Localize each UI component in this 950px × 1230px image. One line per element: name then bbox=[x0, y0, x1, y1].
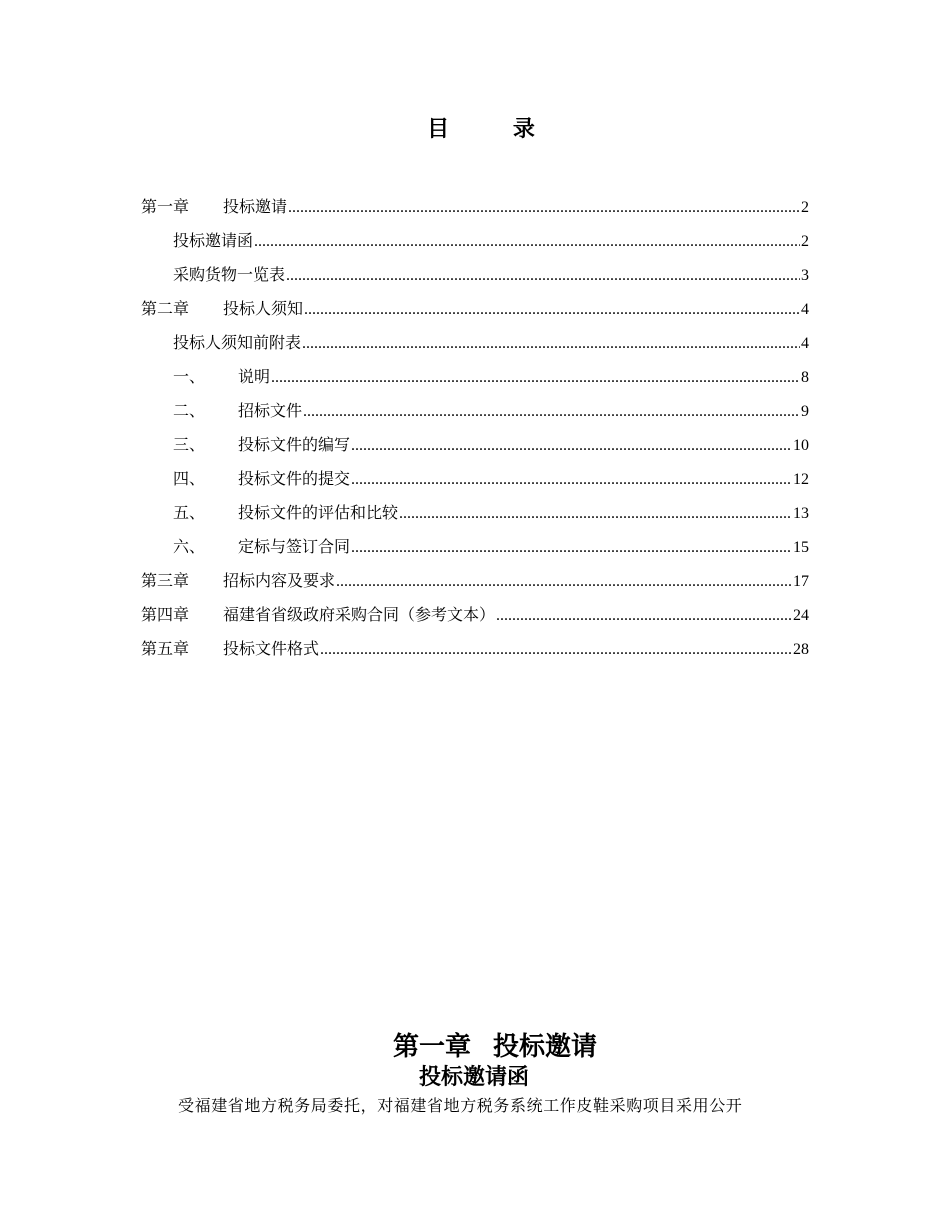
table-of-contents bbox=[141, 193, 809, 669]
body-paragraph: 受福建省地方税务局委托，对福建省地方税务系统工作皮鞋采购项目采用公开 bbox=[178, 1096, 743, 1115]
toc-entry[interactable] bbox=[141, 397, 809, 431]
toc-leader-dots bbox=[271, 364, 800, 392]
toc-entry-text: 投标文件的提交 bbox=[238, 469, 351, 488]
toc-leader-dots bbox=[351, 466, 792, 494]
toc-leader-dots bbox=[399, 500, 792, 528]
toc-entry-number: 三、 bbox=[173, 435, 206, 454]
toc-entry-number: 第一章 bbox=[141, 197, 190, 216]
toc-leader-dots bbox=[304, 296, 800, 324]
toc-entry[interactable] bbox=[141, 227, 809, 261]
toc-entry-page: 3 bbox=[801, 267, 809, 284]
toc-entry[interactable] bbox=[141, 499, 809, 533]
toc-entry[interactable] bbox=[141, 567, 809, 601]
toc-entry[interactable] bbox=[141, 601, 809, 635]
chapter-heading bbox=[0, 1026, 950, 1063]
section-heading: 投标邀请函 bbox=[418, 1064, 529, 1090]
toc-entry[interactable] bbox=[141, 193, 809, 227]
toc-entry-page: 17 bbox=[793, 573, 809, 590]
toc-leader-dots bbox=[286, 262, 800, 290]
toc-entry-page: 4 bbox=[801, 335, 809, 352]
toc-entry-number: 二、 bbox=[173, 401, 206, 420]
toc-entry-text: 定标与签订合同 bbox=[238, 537, 351, 556]
toc-entry-page: 12 bbox=[793, 471, 809, 488]
toc-entry[interactable] bbox=[141, 261, 809, 295]
toc-leader-dots bbox=[303, 398, 800, 426]
toc-entry-text: 投标文件的编写 bbox=[238, 435, 351, 454]
toc-entry-page: 9 bbox=[801, 403, 809, 420]
toc-entry-number: 第五章 bbox=[141, 639, 190, 658]
toc-entry-text: 招标内容及要求 bbox=[223, 571, 336, 590]
chapter-number: 第一章 bbox=[392, 1032, 471, 1062]
toc-entry-page: 10 bbox=[793, 437, 809, 454]
toc-entry-page: 13 bbox=[793, 505, 809, 522]
toc-entry-page: 2 bbox=[801, 233, 809, 250]
toc-entry[interactable] bbox=[141, 329, 809, 363]
toc-entry-number: 五、 bbox=[173, 503, 206, 522]
toc-leader-dots bbox=[351, 534, 792, 562]
toc-entry-number: 第四章 bbox=[141, 605, 190, 624]
toc-entry[interactable] bbox=[141, 533, 809, 567]
toc-leader-dots bbox=[254, 228, 800, 256]
toc-entry-text: 说明 bbox=[238, 367, 271, 386]
toc-entry-page: 2 bbox=[801, 199, 809, 216]
toc-entry-text: 福建省省级政府采购合同（参考文本） bbox=[223, 605, 496, 624]
toc-leader-dots bbox=[351, 432, 792, 460]
chapter-title: 投标邀请 bbox=[493, 1032, 598, 1062]
toc-entry[interactable] bbox=[141, 363, 809, 397]
toc-entry-text: 投标人须知前附表 bbox=[173, 333, 302, 352]
toc-entry-number: 一、 bbox=[173, 367, 206, 386]
toc-entry-number: 六、 bbox=[173, 537, 206, 556]
toc-entry-text: 投标文件格式 bbox=[223, 639, 320, 658]
toc-entry-page: 4 bbox=[801, 301, 809, 318]
toc-entry-page: 15 bbox=[793, 539, 809, 556]
toc-entry-text: 投标人须知 bbox=[223, 299, 304, 318]
toc-entry[interactable] bbox=[141, 295, 809, 329]
toc-entry-page: 28 bbox=[793, 641, 809, 658]
toc-leader-dots bbox=[320, 636, 792, 664]
toc-entry-text: 采购货物一览表 bbox=[173, 265, 286, 284]
toc-entry-number: 四、 bbox=[173, 469, 206, 488]
toc-leader-dots bbox=[336, 568, 792, 596]
toc-entry[interactable] bbox=[141, 635, 809, 669]
toc-entry-number: 第二章 bbox=[141, 299, 190, 318]
toc-entry-page: 8 bbox=[801, 369, 809, 386]
toc-entry-text: 投标邀请函 bbox=[173, 231, 254, 250]
toc-entry-page: 24 bbox=[793, 607, 809, 624]
toc-entry[interactable] bbox=[141, 431, 809, 465]
toc-title: 目 录 bbox=[427, 116, 563, 142]
toc-entry-text: 投标文件的评估和比较 bbox=[238, 503, 399, 522]
toc-leader-dots bbox=[288, 194, 800, 222]
toc-entry-text: 招标文件 bbox=[238, 401, 303, 420]
toc-entry-number: 第三章 bbox=[141, 571, 190, 590]
toc-leader-dots bbox=[302, 330, 800, 358]
toc-leader-dots bbox=[496, 602, 792, 630]
toc-entry-text: 投标邀请 bbox=[223, 197, 288, 216]
toc-entry[interactable] bbox=[141, 465, 809, 499]
